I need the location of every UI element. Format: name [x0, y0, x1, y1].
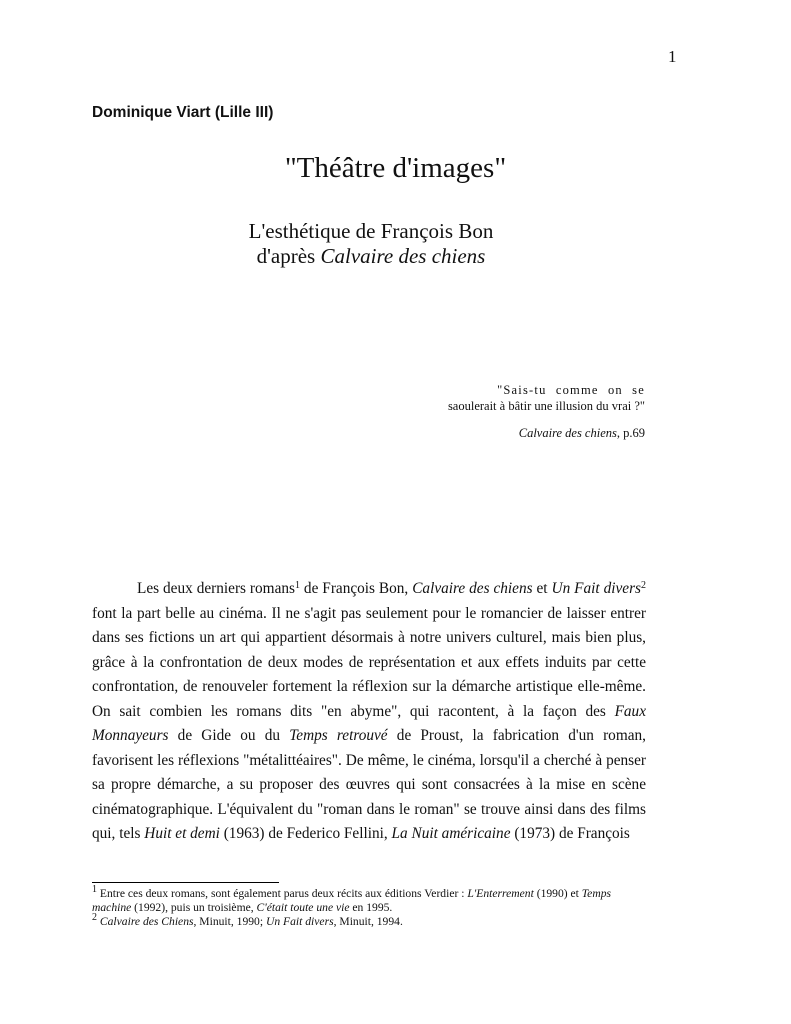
body-span: de François Bon,	[299, 580, 413, 597]
body-paragraph	[92, 577, 646, 847]
body-italic: Faux Monnayeurs	[92, 702, 646, 744]
footnote-number: 1	[92, 884, 97, 895]
footnote-divider	[92, 882, 279, 883]
subtitle-book-title: Calvaire des chiens	[320, 244, 486, 268]
epigraph-source	[519, 426, 645, 441]
footnote-number: 2	[92, 912, 97, 924]
body-span: (1963) de Federico Fellini,	[219, 825, 392, 842]
footnote-span: en 1995.	[349, 901, 393, 915]
footnote-span: , Minuit, 1990;	[193, 915, 266, 929]
body-italic: Temps retrouvé	[289, 727, 388, 744]
body-span: font la part belle au cinéma. Il ne s'agit pas seulement pour le romancier de laisser entrer dans ses fictions un art qui appartient désormais à notre univers culturel, mais bien plus, grâce à la confrontation de deux modes de représentation et aux effets induits par cette confrontation, de renouveler fortement la réflexion sur la démarche artistique elle-même. On sait combien les romans dits "en abyme", qui racontent, à la façon des	[92, 604, 646, 720]
footnote-ref-2[interactable]: 2	[641, 580, 646, 591]
footnote-italic: Temps machine	[92, 887, 612, 915]
body-italic: La Nuit américaine	[391, 825, 511, 842]
body-span: de Gide ou du	[168, 727, 290, 744]
body-italic: Huit et demi	[144, 825, 220, 842]
epigraph-source-title: Calvaire des chiens	[518, 426, 617, 440]
footnote-span: (1992), puis un troisième,	[131, 901, 257, 915]
paper-title: "Théâtre d'images"	[284, 152, 507, 184]
subtitle-line-1: L'esthétique de François Bon	[248, 219, 494, 243]
author-line: Dominique Viart (Lille III)	[92, 104, 274, 121]
footnote-span: Entre ces deux romans, sont également parus deux récits aux éditions Verdier :	[97, 887, 468, 900]
footnote-italic: L'Enterrement	[467, 887, 534, 900]
body-span: de Proust, la fabrication d'un roman, favorisent les réflexions "métalittéaires". De même, le cinéma, lorsqu'il a cherché à penser sa propre démarche, a su proposer des œuvres qui sont consacrées à la mise en scène cinématographique. L'équivalent du "roman dans le roman" se trouve ainsi dans des films qui, tels	[92, 727, 646, 842]
footnote-italic: C'était toute une vie	[256, 901, 350, 915]
epigraph-line-2: saoulerait à bâtir une illusion du vrai ?"	[447, 399, 645, 413]
footnote-italic: Calvaire des Chiens	[97, 915, 194, 929]
epigraph-line-1: "Sais-tu comme on se	[497, 383, 645, 397]
footnote-span: (1990) et	[533, 887, 582, 900]
footnote-2	[92, 912, 652, 929]
footnote-1	[92, 884, 652, 915]
subtitle-prefix: d'après	[256, 244, 321, 268]
page-number: 1	[668, 47, 677, 66]
body-span: Les deux derniers romans	[137, 580, 295, 597]
footnote-ref-1[interactable]: 1	[294, 580, 300, 591]
footnote-span: , Minuit, 1994.	[333, 915, 403, 929]
body-span: et	[532, 580, 552, 597]
footnote-italic: Un Fait divers	[265, 915, 334, 929]
body-span: (1973) de François	[510, 825, 630, 842]
footnotes	[92, 884, 652, 930]
body-italic: Calvaire des chiens	[412, 580, 533, 597]
subtitle-line-2	[0, 244, 742, 269]
body-italic: Un Fait divers	[551, 580, 641, 597]
epigraph-source-page: , p.69	[616, 426, 645, 440]
body-text	[92, 577, 646, 847]
